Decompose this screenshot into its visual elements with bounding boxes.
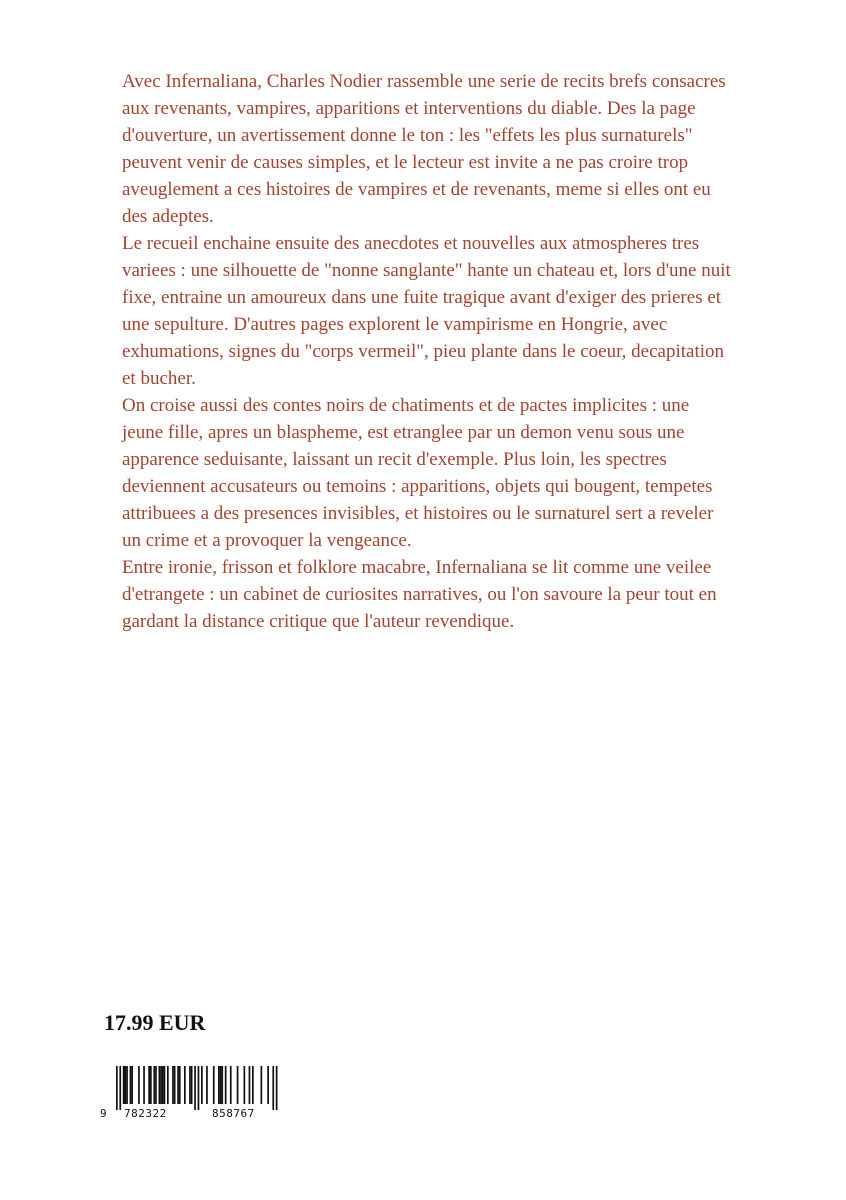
- barcode-bar: [172, 1066, 174, 1104]
- barcode-bar: [252, 1066, 254, 1104]
- barcode-bar: [123, 1066, 125, 1104]
- barcode-bar: [131, 1066, 133, 1104]
- barcode-first-digit: 9: [100, 1107, 108, 1120]
- barcode-bar: [221, 1066, 223, 1104]
- barcode-bars: [100, 1066, 280, 1110]
- barcode-bar: [150, 1066, 152, 1104]
- barcode-bar: [249, 1066, 251, 1104]
- barcode-bar: [225, 1066, 227, 1104]
- barcode-bar: [179, 1066, 181, 1104]
- barcode-bar: [191, 1066, 193, 1104]
- barcode-bar: [177, 1066, 179, 1104]
- barcode-bar: [126, 1066, 128, 1104]
- barcode-bar: [213, 1066, 215, 1104]
- barcode-left-digits: 782322: [124, 1107, 167, 1120]
- barcode-bar: [220, 1066, 222, 1104]
- description-paragraph-1: Avec Infernaliana, Charles Nodier rassemble une serie de recits brefs consacres aux revenants, vampires, apparitions et interventions du diable. Des la page d'ouverture, un avertissement donne le ton : les "effets les plus surnaturels" peuvent venir de causes simples, et le lecteur est invite a ne pas croire trop aveuglement a ces histoires de vampires et de revenants, meme si elles ont eu des adeptes.: [122, 71, 726, 227]
- barcode-bar: [162, 1066, 164, 1104]
- book-description: [122, 68, 732, 635]
- barcode-bar: [267, 1066, 269, 1104]
- barcode-bar: [261, 1066, 263, 1104]
- barcode-bar: [230, 1066, 232, 1104]
- barcode-bar: [125, 1066, 127, 1104]
- barcode-bar: [276, 1066, 278, 1110]
- barcode-bar: [130, 1066, 132, 1104]
- barcode-bar: [201, 1066, 203, 1104]
- description-paragraph-2: Le recueil enchaine ensuite des anecdotes et nouvelles aux atmospheres tres variees : une silhouette de "nonne sanglante" hante un chateau et, lors d'une nuit fixe, entraine un amoureux dans une fuite tragique avant d'exiger des prieres et une sepulture. D'autres pages explorent le vampirisme en Hongrie, avec exhumations, signes du "corps vermeil", pieu plante dans le coeur, decapitation et bucher.: [122, 233, 731, 389]
- barcode-bar: [194, 1066, 196, 1110]
- price-label: 17.99 EUR: [104, 1010, 206, 1035]
- barcode-bar: [138, 1066, 140, 1104]
- barcode-bar: [164, 1066, 166, 1104]
- barcode-bar: [160, 1066, 162, 1104]
- barcode-bar: [174, 1066, 176, 1104]
- barcode-bar: [218, 1066, 220, 1104]
- barcode-bar: [119, 1066, 121, 1110]
- barcode-bar: [159, 1066, 161, 1104]
- barcode-bar: [167, 1066, 169, 1104]
- barcode-bar: [198, 1066, 200, 1110]
- barcode-bar: [116, 1066, 118, 1110]
- barcode-bar: [272, 1066, 274, 1110]
- isbn-barcode: [100, 1066, 280, 1124]
- barcode-right-digits: 858767: [212, 1107, 255, 1120]
- barcode-bar: [206, 1066, 208, 1104]
- description-paragraph-3: On croise aussi des contes noirs de chatiments et de pactes implicites : une jeune fille, apres un blaspheme, est etranglee par un demon venu sous une apparence seduisante, laissant un recit d'exemple. Plus loin, les spectres deviennent accusateurs ou temoins : apparitions, objets qui bougent, tempetes attribuees a des presences invisibles, et histoires ou le surnaturel sert a reveler un crime et a provoquer la vengeance.: [122, 395, 714, 551]
- barcode-bar: [153, 1066, 155, 1104]
- barcode-bar: [244, 1066, 246, 1104]
- barcode-bar: [143, 1066, 145, 1104]
- barcode-bar: [184, 1066, 186, 1104]
- description-paragraph-4: Entre ironie, frisson et folklore macabre, Infernaliana se lit comme une veilee d'etrangete : un cabinet de curiosites narratives, ou l'on savoure la peur tout en gardant la distance critique que l'auteur revendique.: [122, 557, 717, 632]
- barcode-bar: [148, 1066, 150, 1104]
- barcode-bar: [155, 1066, 157, 1104]
- barcode-bar: [237, 1066, 239, 1104]
- barcode-bar: [189, 1066, 191, 1104]
